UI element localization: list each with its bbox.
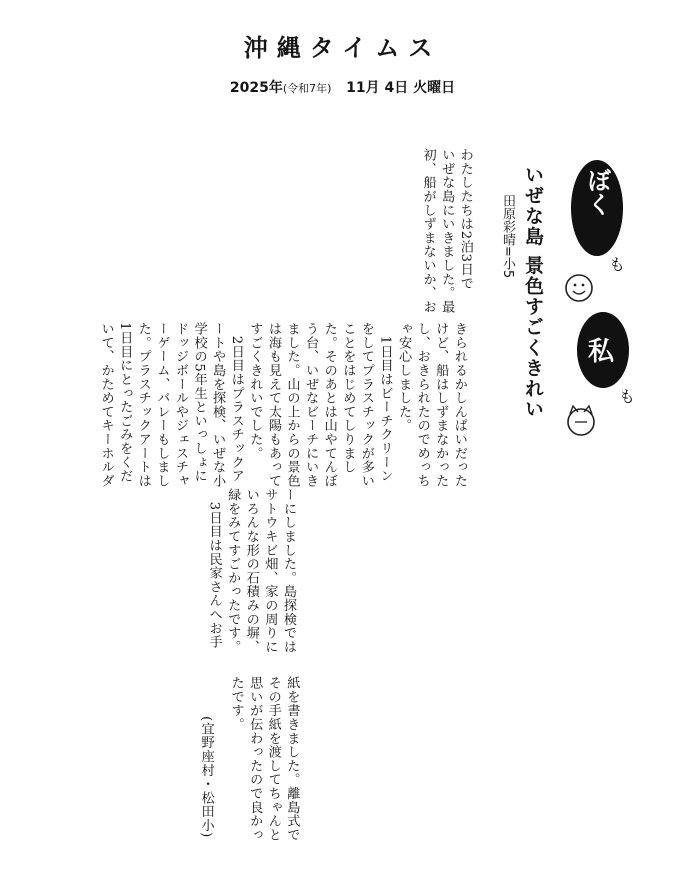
logo-mo-2: も — [618, 387, 636, 406]
article-body-tier-3b: 紙を書きました。離島式で その手紙を渡してちゃんと 思いが伝わったので良かっ たです。 — [228, 676, 300, 842]
date-weekday: 火曜日 — [413, 80, 456, 96]
date-month: 11月 — [346, 80, 380, 96]
smiley-face-icon — [566, 275, 592, 301]
date-year: 2025年 — [229, 80, 283, 96]
newspaper-masthead: 沖縄タイムス — [243, 33, 442, 62]
date-era: (令和7年) — [282, 82, 332, 95]
logo-mo-1: も — [608, 255, 626, 274]
logo-watashi: 私 — [587, 337, 615, 367]
article-body-tier-3: ーにしました。島探検では サトウキビ畑、家の周りに いろんな形の石積みの塀、 緑をみてすごかったです。 3日目は民家さんへお手 — [206, 488, 296, 654]
article-school-credit: (宜野座村・松田小) — [198, 716, 214, 838]
logo-boku: ぼく — [583, 168, 611, 216]
date-day: 4日 — [384, 80, 409, 96]
article-body-tier-2: きられるかしんぱいだった けど、船はしずまなかった し、おきられたのでめっち ゃ安心しました。 1日目はビーチクリーン をしてプラスチックが多い ことをはじめてしりまし た。そのあとは山やてんぼ う台、いぜなビーチにいき ました。山の上からの景色 は海も見えて太陽もあって すごくきれいでした。 2日目はプラスチックア ートや島を探検、いぜな小 学校の5年生といっしょに ドッジボールやジェスチャ ーゲーム、バレーもしまし た。プラスチックアートは 1日目にとったごみをくだ いて、かためてキーホルダ — [98, 322, 467, 488]
article-headline: いぜな島 景色すごくきれい — [522, 165, 544, 420]
article-byline: 田原彩晴=小5 — [500, 194, 515, 279]
cat-face-icon — [568, 406, 594, 435]
column-logo — [545, 150, 655, 450]
article-body-tier-1: わたしたちは2泊3日で いぜな島にいきました。最 初、船がしずまないか、お — [420, 148, 473, 314]
dateline — [0, 77, 685, 97]
